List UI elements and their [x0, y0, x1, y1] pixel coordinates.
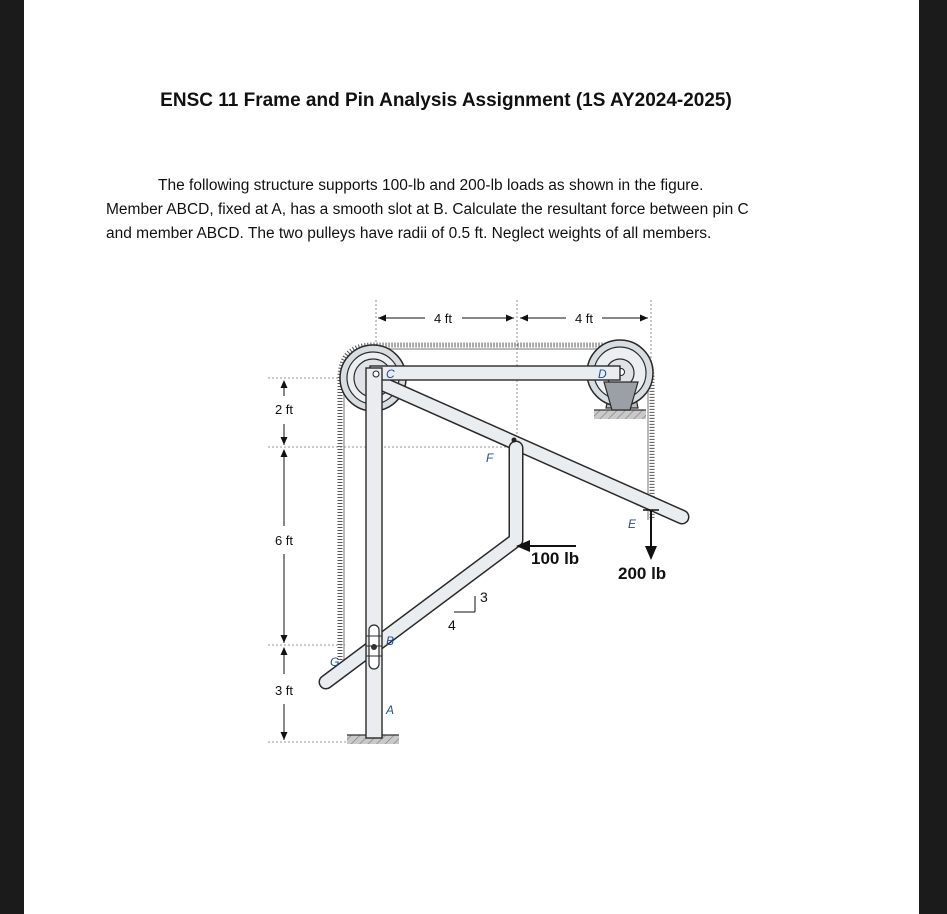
problem-line-1: The following structure supports 100-lb and 200-lb loads as shown in the figure.: [158, 177, 704, 194]
dim-label-3ft: 3 ft: [274, 683, 294, 698]
label-b: B: [386, 634, 395, 648]
load-200-arrow: [643, 510, 659, 560]
load-200-label: 200 lb: [618, 564, 667, 583]
label-a: A: [386, 703, 395, 717]
member-abc: [366, 368, 382, 738]
dim-label-top-left: 4 ft: [433, 311, 453, 326]
label-e: E: [628, 517, 637, 531]
member-gfb: [326, 438, 517, 683]
member-cd: [370, 366, 620, 380]
problem-line-2: Member ABCD, fixed at A, has a smooth slot at B. Calculate the resultant force between pin C: [106, 201, 749, 218]
label-f: F: [486, 451, 494, 465]
label-d: D: [598, 367, 607, 381]
dim-label-6ft: 6 ft: [274, 533, 294, 548]
page-title: ENSC 11 Frame and Pin Analysis Assignment (1S AY2024-2025): [160, 90, 732, 111]
slope-run-label: 4: [448, 617, 456, 633]
load-100-label: 100 lb: [531, 549, 580, 568]
slope-triangle: [454, 596, 475, 612]
label-g: G: [330, 655, 340, 669]
slope-rise-label: 3: [480, 589, 488, 605]
dim-label-2ft: 2 ft: [274, 402, 294, 417]
dim-label-top-right: 4 ft: [574, 311, 594, 326]
problem-line-3: and member ABCD. The two pulleys have radii of 0.5 ft. Neglect weights of all members.: [106, 225, 712, 242]
ground-support-d: [594, 410, 646, 419]
label-c: C: [386, 367, 395, 381]
